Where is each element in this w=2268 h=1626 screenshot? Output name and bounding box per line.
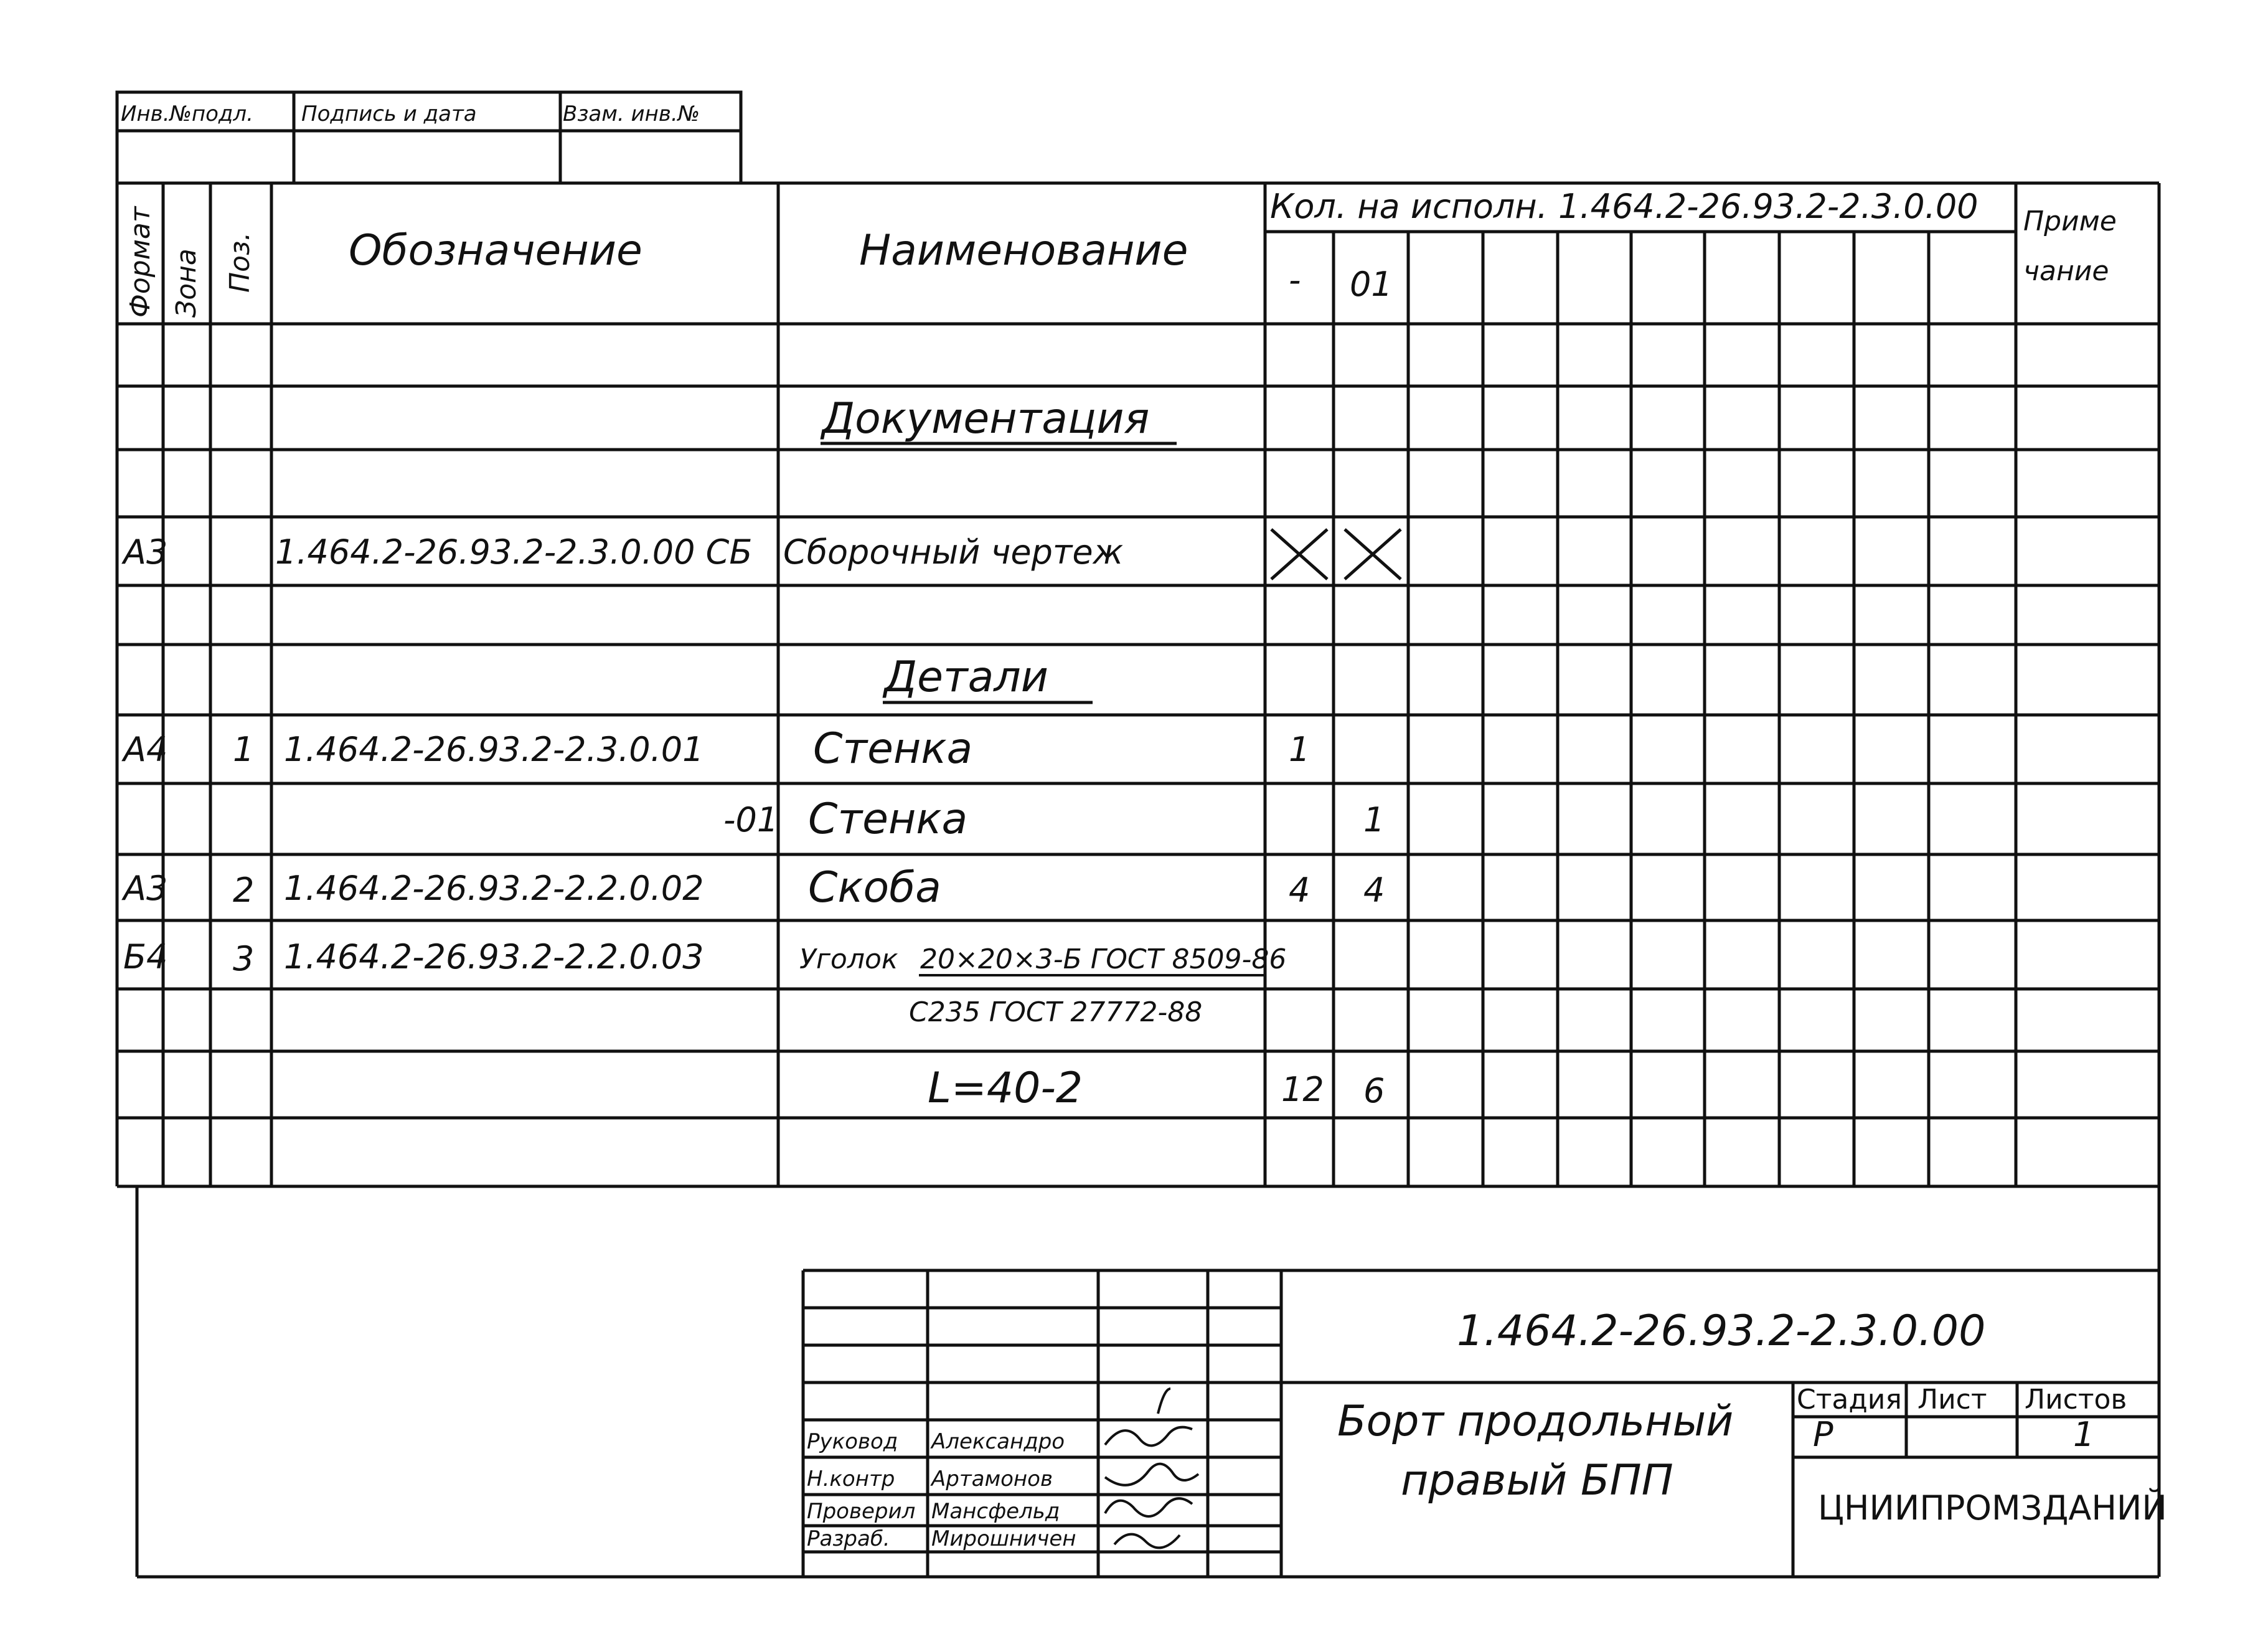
row2-qty-base: 1 xyxy=(1289,730,1310,769)
row4-designation: 1.464.2-26.93.2-2.2.0.02 xyxy=(284,869,704,908)
version-base-header: - xyxy=(1289,260,1301,300)
version-01-header: 01 xyxy=(1350,265,1393,304)
row5-position: 3 xyxy=(233,939,255,978)
title-name-line2: правый БПП xyxy=(1401,1456,1673,1505)
organization-name: ЦНИИПРОМЗДАНИЙ xyxy=(1818,1488,2167,1528)
row5-format: Б4 xyxy=(123,937,168,976)
designation-header: Обозначение xyxy=(349,226,642,275)
person-head: Александрo xyxy=(931,1429,1065,1454)
row4-position: 2 xyxy=(233,871,255,910)
row2-position: 1 xyxy=(233,730,255,769)
role-norm-control: Н.контр xyxy=(807,1467,895,1491)
row2-designation: 1.464.2-26.93.2-2.3.0.01 xyxy=(284,730,704,769)
row1-designation: 1.464.2-26.93.2-2.3.0.00 СБ xyxy=(275,532,753,572)
spec-table-grid xyxy=(117,183,2159,1186)
row4-qty-base: 4 xyxy=(1289,871,1310,910)
row4-name: Скоба xyxy=(808,863,941,912)
row5-profile-spec: 20×20×3-Б ГОСТ 8509-86 xyxy=(920,943,1287,975)
row3-qty-01: 1 xyxy=(1363,800,1385,839)
sheets-value: 1 xyxy=(2073,1415,2095,1454)
title-name-line1: Борт продольный xyxy=(1337,1397,1734,1446)
name-header: Наименование xyxy=(859,226,1188,275)
quantity-per-version-header: Кол. на исполн. 1.464.2-26.93.2-2.3.0.00 xyxy=(1270,187,1979,226)
row5-designation: 1.464.2-26.93.2-2.2.0.03 xyxy=(284,937,704,976)
row4-format: А3 xyxy=(123,869,168,908)
inventory-number-label: Инв.№подл. xyxy=(121,102,253,126)
zone-header: Зона xyxy=(171,248,202,318)
person-checked: Мансфельд xyxy=(931,1499,1060,1524)
title-designation: 1.464.2-26.93.2-2.3.0.00 xyxy=(1457,1307,1986,1356)
row5-material-spec: С235 ГОСТ 27772-88 xyxy=(909,996,1203,1028)
section-documentation: Документация xyxy=(822,394,1150,443)
position-header: Поз. xyxy=(224,232,256,293)
stage-label: Стадия xyxy=(1797,1384,1902,1416)
row6-qty-base: 12 xyxy=(1281,1070,1324,1109)
replacement-inventory-label: Взам. инв.№ xyxy=(563,102,700,126)
row5-name: Уголок xyxy=(799,943,898,975)
row6-qty-01: 6 xyxy=(1363,1071,1385,1110)
note-header-line1: Приме xyxy=(2023,206,2117,237)
role-head: Руковод xyxy=(807,1429,898,1454)
row2-format: А4 xyxy=(123,730,168,769)
person-developed: Мирошничен xyxy=(931,1526,1076,1551)
section-parts: Детали xyxy=(884,653,1048,702)
format-header: Формат xyxy=(125,206,156,318)
sheet-label: Лист xyxy=(1917,1384,1987,1416)
stage-value: Р xyxy=(1813,1415,1833,1454)
signature-date-label: Подпись и дата xyxy=(301,102,477,126)
row6-length: L=40-2 xyxy=(928,1064,1083,1113)
row3-designation: -01 xyxy=(723,800,779,839)
role-developed: Разраб. xyxy=(807,1526,890,1551)
note-header-line2: чание xyxy=(2023,255,2109,287)
row1-cross-marks xyxy=(1271,529,1401,579)
row4-qty-01: 4 xyxy=(1363,871,1385,910)
row3-name: Стенка xyxy=(808,795,968,844)
role-checked: Проверил xyxy=(807,1499,916,1524)
sheets-label: Листов xyxy=(2025,1384,2127,1416)
row2-name: Стенка xyxy=(813,724,973,773)
row1-format: А3 xyxy=(123,532,168,572)
person-norm-control: Артамонов xyxy=(931,1467,1053,1491)
signature-scribbles xyxy=(1105,1389,1198,1548)
row1-name: Сборочный чертеж xyxy=(783,532,1124,572)
